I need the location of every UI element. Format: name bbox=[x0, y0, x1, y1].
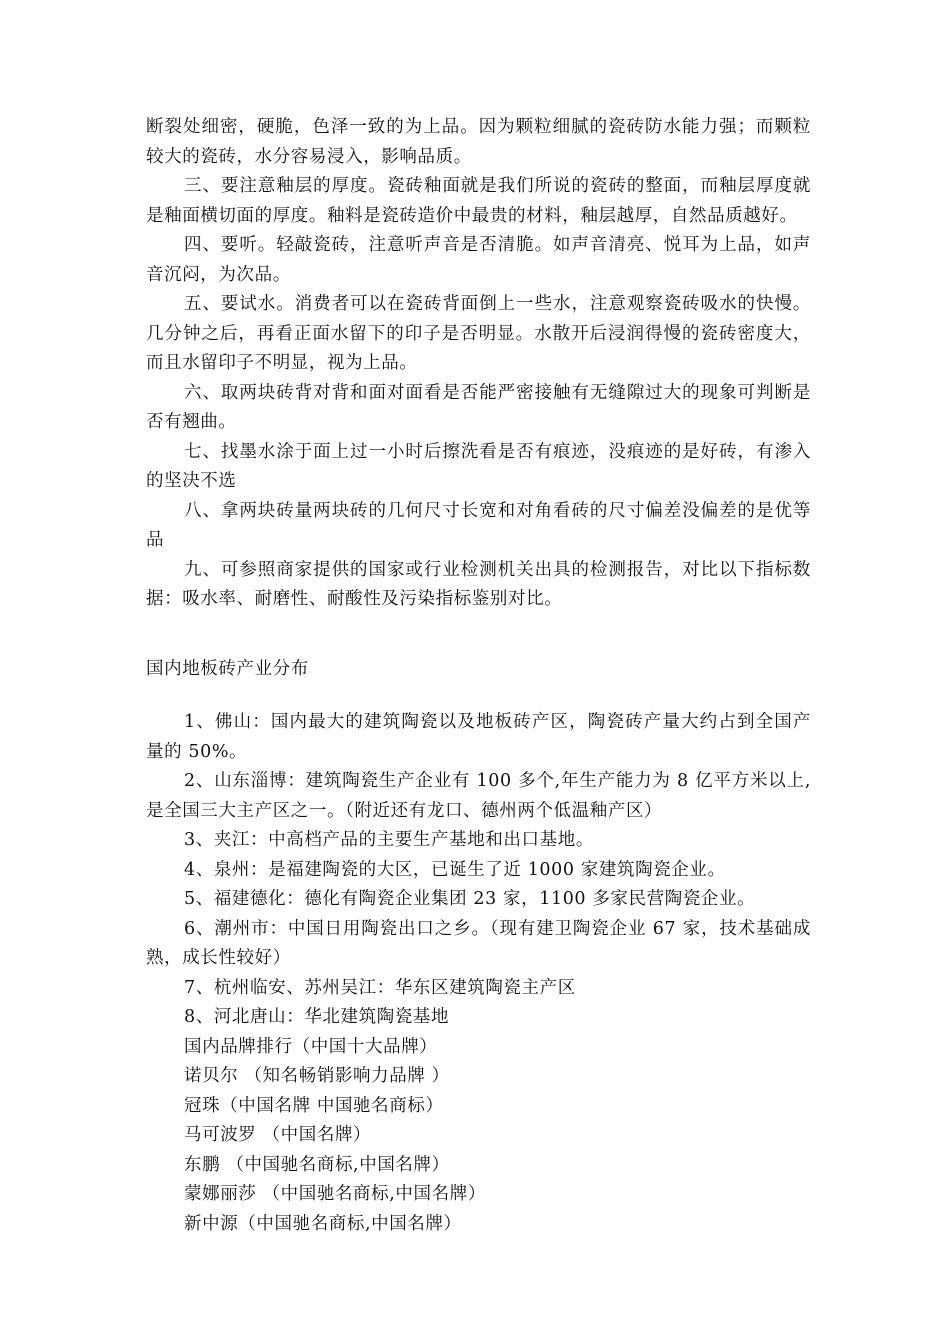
tip-paragraph-9: 九、可参照商家提供的国家或行业检测机关出具的检测报告，对比以下指标数据：吸水率、耐磨性、耐酸性及污染指标鉴别对比。 bbox=[146, 559, 811, 609]
brand-item: 诺贝尔 （知名畅销影响力品牌 ） bbox=[184, 1066, 450, 1086]
intro-paragraph: 断裂处细密，硬脆，色泽一致的为上品。因为颗粒细腻的瓷砖防水能力强；而颗粒较大的瓷砖，水分容易浸入，影响品质。 bbox=[146, 117, 811, 167]
tip-paragraph-7: 七、找墨水涂于面上过一小时后擦洗看是否有痕迹，没痕迹的是好砖，有渗入的坚决不选 bbox=[146, 441, 811, 491]
tip-paragraph-3: 三、要注意釉层的厚度。瓷砖釉面就是我们所说的瓷砖的整面，而釉层厚度就是釉面横切面的厚度。釉料是瓷砖造价中最贵的材料，釉层越厚，自然品质越好。 bbox=[146, 176, 811, 226]
distribution-item: 1、佛山：国内最大的建筑陶瓷以及地板砖产区，陶瓷砖产量大约占到全国产量的 50%。 bbox=[146, 712, 811, 762]
distribution-item: 7、杭州临安、苏州吴江：华东区建筑陶瓷主产区 bbox=[184, 977, 576, 998]
distribution-item: 6、潮州市：中国日用陶瓷出口之乡。（现有建卫陶瓷企业 67 家，技术基础成熟，成长性较好） bbox=[146, 918, 811, 968]
brand-item: 东鹏 （中国驰名商标,中国名牌） bbox=[184, 1154, 450, 1175]
distribution-item: 2、山东淄博：建筑陶瓷生产企业有 100 多个,年生产能力为 8 亿平方米以上,是全国三大主产区之一。（附近还有龙口、德州两个低温釉产区） bbox=[146, 771, 811, 821]
brand-item: 新中源（中国驰名商标,中国名牌） bbox=[184, 1213, 462, 1234]
tile-tips-section bbox=[146, 113, 811, 615]
distribution-section bbox=[146, 708, 811, 1239]
tip-paragraph-5: 五、要试水。消费者可以在瓷砖背面倒上一些水，注意观察瓷砖吸水的快慢。几分钟之后，再看正面水留下的印子是否明显。水散开后浸润得慢的瓷砖密度大，而且水留印子不明显，视为上品。 bbox=[146, 294, 811, 373]
tip-paragraph-8: 八、拿两块砖量两块砖的几何尺寸长宽和对角看砖的尺寸偏差没偏差的是优等品 bbox=[146, 500, 811, 550]
distribution-item: 4、泉州：是福建陶瓷的大区，已诞生了近 1000 家建筑陶瓷企业。 bbox=[184, 859, 726, 880]
distribution-item: 5、福建德化：德化有陶瓷企业集团 23 家，1100 多家民营陶瓷企业。 bbox=[184, 889, 756, 909]
section-heading: 国内地板砖产业分布 bbox=[146, 659, 309, 679]
distribution-item: 8、河北唐山：华北建筑陶瓷基地 bbox=[184, 1007, 450, 1027]
section-heading-block bbox=[146, 655, 811, 685]
brand-item: 蒙娜丽莎 （中国驰名商标,中国名牌） bbox=[184, 1184, 486, 1204]
tip-paragraph-4: 四、要听。轻敲瓷砖，注意听声音是否清脆。如声音清亮、悦耳为上品，如声音沉闷，为次品。 bbox=[146, 235, 811, 285]
brand-item: 冠珠（中国名牌 中国驰名商标） bbox=[184, 1095, 444, 1116]
distribution-item: 3、夹江：中高档产品的主要生产基地和出口基地。 bbox=[184, 830, 594, 850]
brand-ranking-title: 国内品牌排行（中国十大品牌） bbox=[184, 1036, 438, 1057]
brand-item: 马可波罗 （中国名牌） bbox=[184, 1125, 372, 1145]
tip-paragraph-6: 六、取两块砖背对背和面对面看是否能严密接触有无缝隙过大的现象可判断是否有翘曲。 bbox=[146, 382, 811, 432]
